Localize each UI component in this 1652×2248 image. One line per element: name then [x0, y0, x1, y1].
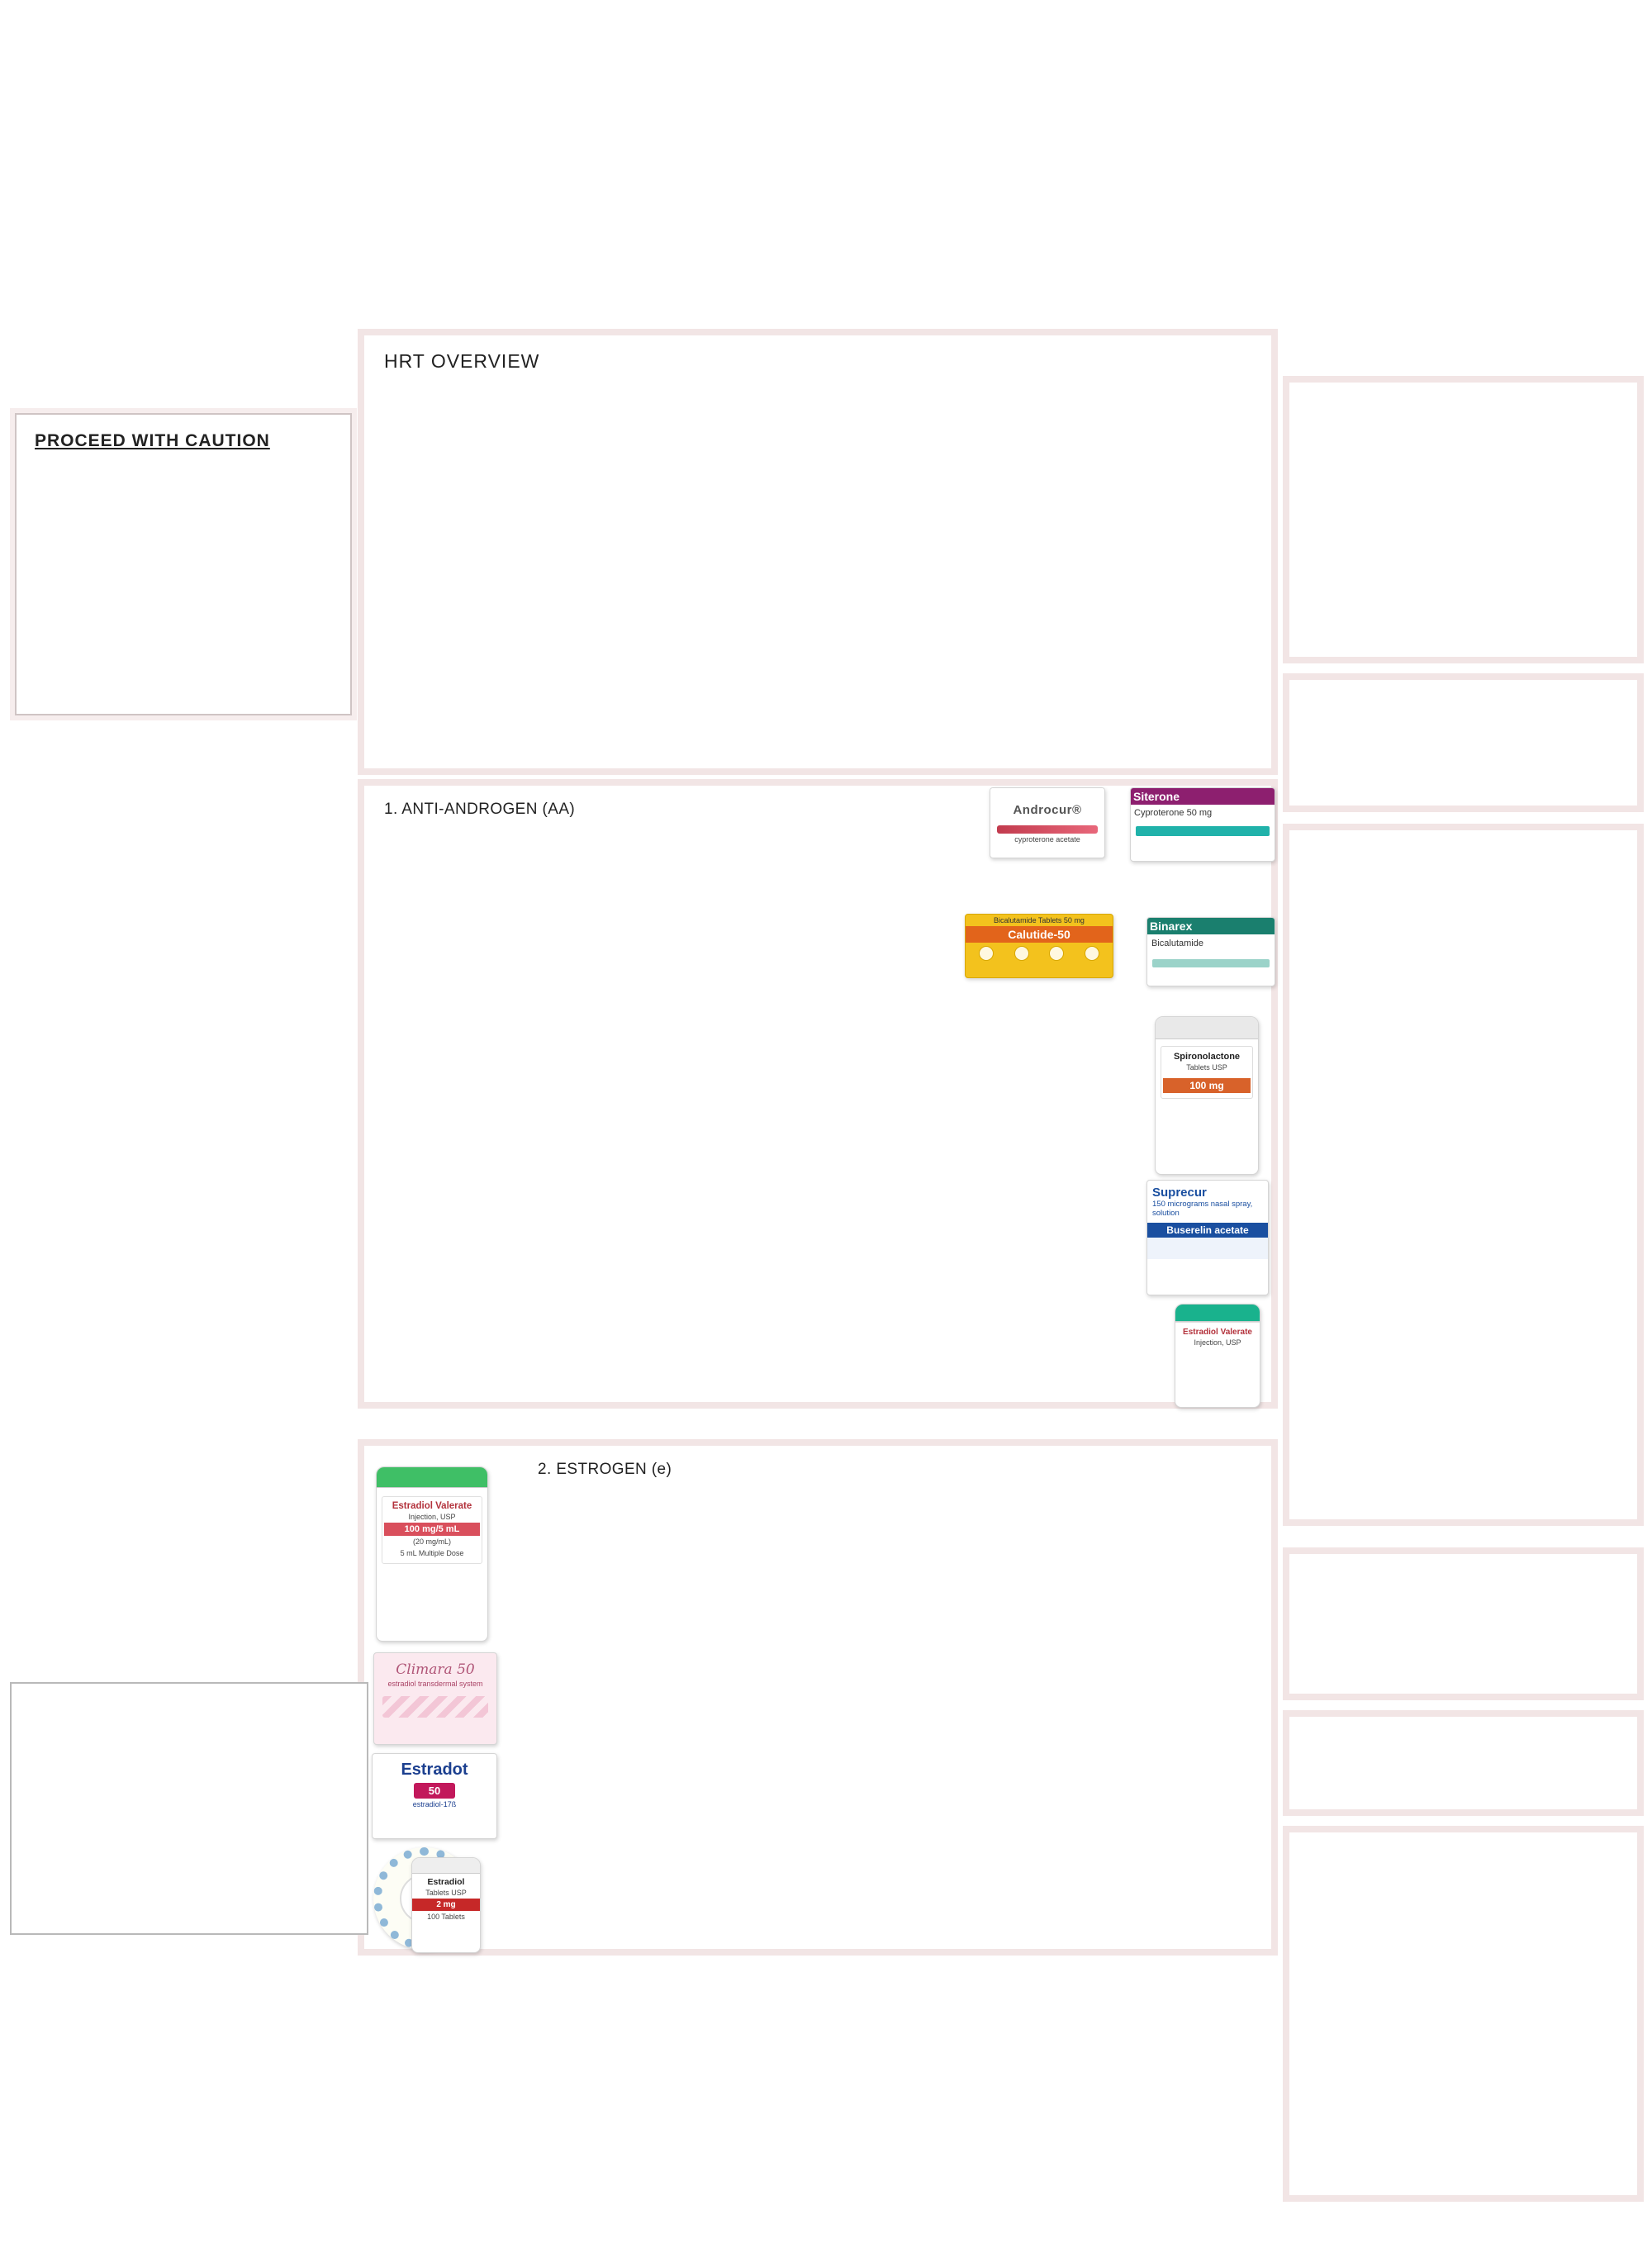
caution-box — [15, 413, 352, 715]
spironolactone-bottle-image: Spironolactone Tablets USP 100 mg — [1155, 1016, 1259, 1175]
blood-tests-box — [1283, 824, 1644, 1526]
androcur-box-image: Androcur® cyproterone acetate — [990, 787, 1105, 858]
quick-method-guide-box — [1283, 673, 1644, 812]
overview-title: HRT OVERVIEW — [384, 350, 540, 372]
spironolactone-levels-chart — [21, 1192, 355, 1429]
caution-title: PROCEED WITH CAUTION — [35, 431, 270, 450]
estradiol-ester-structure-2 — [21, 2103, 368, 2243]
stalled-growth-box — [1283, 1710, 1644, 1816]
overview-box — [358, 329, 1278, 775]
quick-dosing-guide-box — [1283, 376, 1644, 663]
estradiol-valerate-vial2-image: Estradiol Valerate Injection, USP 100 mg/5 mL (20 mg/mL) 5 mL Multiple Dose — [376, 1466, 488, 1642]
bicalutamide-levels-chart — [21, 957, 355, 1191]
binarex-box-image: Binarex Bicalutamide — [1146, 917, 1275, 986]
mtf-effect-timeline-chart — [376, 1956, 1557, 2246]
estradiol-valerate-bracket-structure — [206, 188, 421, 321]
suprecur-box-image: Suprecur 150 micrograms nasal spray, solution Buserelin acetate — [1146, 1180, 1269, 1295]
calutide-blister-image: Bicalutamide Tablets 50 mg Calutide-50 — [965, 914, 1113, 978]
steroid-ketone-structure — [8, 139, 194, 263]
section2-heading: 2. ESTROGEN (e) — [538, 1461, 672, 1478]
siterone-box-image: Siterone Cyproterone 50 mg — [1130, 787, 1275, 862]
estradiol-valerate-vial-image: Estradiol Valerate Injection, USP — [1175, 1304, 1260, 1408]
spironolactone-structure — [1483, 78, 1648, 302]
estradiol-tablets-bottle-image: Estradiol Tablets USP 2 mg 100 Tablets — [411, 1857, 481, 1953]
acquiring-meds-box — [1283, 1547, 1644, 1700]
section1-heading: 1. ANTI-ANDROGEN (AA) — [384, 801, 576, 818]
estradiol-ester-structure-1 — [21, 1950, 368, 2090]
cpa-testosterone-chart — [29, 729, 355, 953]
sublingual-estradiol-chart — [10, 1682, 368, 1935]
header — [355, 23, 1280, 48]
climara-box-image: Climara 50 estradiol transdermal system — [373, 1652, 497, 1745]
anti-androgen-section — [358, 779, 1278, 1409]
estradot-box-image: Estradot 50 estradiol-17ß — [372, 1753, 497, 1839]
estradiol-esters-chart — [10, 1431, 363, 1679]
